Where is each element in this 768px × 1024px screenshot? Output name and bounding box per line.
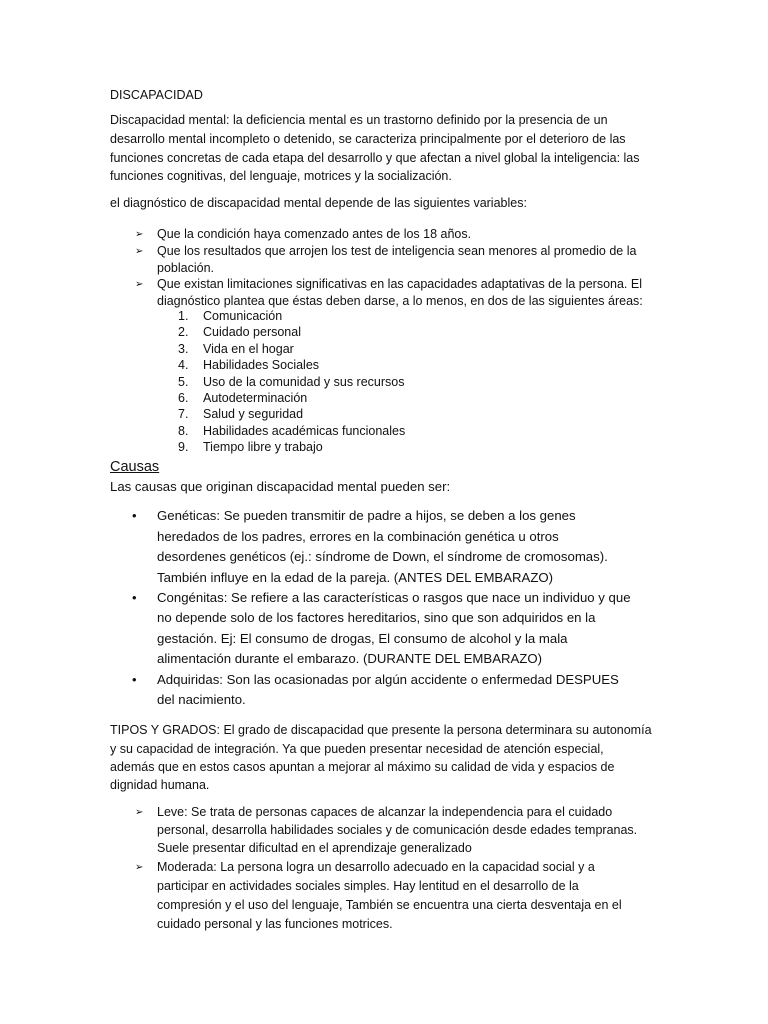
cause-item: Genéticas: Se pueden transmitir de padre a hijos, se deben a los genes (157, 508, 576, 523)
cause-item: Adquiridas: Son las ocasionadas por algún accidente o enfermedad DESPUES (157, 672, 619, 687)
area-number: 2. (178, 325, 189, 339)
area-item: Vida en el hogar (203, 342, 294, 356)
area-number: 8. (178, 424, 189, 438)
area-number: 7. (178, 407, 189, 421)
variable-item: Que los resultados que arrojen los test de inteligencia sean menores al promedio de la (157, 244, 637, 258)
cause-item: del nacimiento. (157, 692, 246, 707)
types-intro-line: dignidad humana. (110, 778, 210, 792)
cause-item: gestación. Ej: El consumo de drogas, El consumo de alcohol y la mala (157, 631, 568, 646)
area-number: 1. (178, 309, 189, 323)
variable-item: diagnóstico plantea que éstas deben darse, a lo menos, en dos de las siguientes áreas: (157, 294, 643, 308)
types-intro-line: TIPOS Y GRADOS: El grado de discapacidad que presente la persona determinara su autonomía (110, 723, 652, 737)
document-title: DISCAPACIDAD (110, 88, 203, 102)
area-item: Salud y seguridad (203, 407, 304, 421)
causes-intro: Las causas que originan discapacidad mental pueden ser: (110, 479, 451, 494)
variable-item: Que la condición haya comenzado antes de los 18 años. (157, 227, 472, 241)
grade-item: compresión y el uso del lenguaje, También se encuentra una cierta desventaja en el (157, 898, 622, 912)
cause-item: desordenes genéticos (ej.: síndrome de Down, el síndrome de cromosomas). (157, 549, 608, 564)
arrow-bullet-icon: ➢ (135, 862, 144, 873)
diagnosis-intro: el diagnóstico de discapacidad mental depende de las siguientes variables: (110, 196, 527, 210)
grade-item: Moderada: La persona logra un desarrollo adecuado en la capacidad social y a (157, 860, 595, 874)
area-item: Habilidades Sociales (203, 358, 320, 372)
area-number: 9. (178, 440, 189, 454)
types-intro-line: además que en estos casos apuntan a mejorar al máximo su calidad de vida y espacios de (110, 760, 615, 774)
grade-item: Suele presentar dificultad en el aprendizaje generalizado (157, 841, 472, 855)
area-item: Habilidades académicas funcionales (203, 424, 406, 438)
cause-item: También influye en la edad de la pareja. (ANTES DEL EMBARAZO) (157, 570, 554, 585)
intro-line: desarrollo mental incompleto o detenido, se caracteriza principalmente por el deterioro de las (110, 132, 626, 146)
cause-item: no depende solo de los factores hereditarios, sino que son adquiridos en la (157, 610, 596, 625)
area-item: Autodeterminación (203, 391, 308, 405)
area-number: 5. (178, 375, 189, 389)
grade-item: cuidado personal y las funciones motrices. (157, 917, 393, 931)
intro-line: funciones cognitivas, del lenguaje, motrices y la socialización. (110, 169, 452, 183)
area-item: Uso de la comunidad y sus recursos (203, 375, 405, 389)
arrow-bullet-icon: ➢ (135, 279, 144, 290)
cause-item: Congénitas: Se refiere a las características o rasgos que nace un individuo y que (157, 590, 631, 605)
area-number: 3. (178, 342, 189, 356)
variable-item: Que existan limitaciones significativas en las capacidades adaptativas de la persona. El (157, 277, 642, 291)
cause-item: alimentación durante el embarazo. (DURANTE DEL EMBARAZO) (157, 651, 543, 666)
grade-item: participar en actividades sociales simples. Hay lentitud en el desarrollo de la (157, 879, 579, 893)
cause-item: heredados de los padres, errores en la combinación genética u otros (157, 529, 559, 544)
area-item: Cuidado personal (203, 325, 301, 339)
causes-heading: Causas (110, 459, 160, 475)
intro-line: Discapacidad mental: la deficiencia mental es un trastorno definido por la presencia de un (110, 113, 608, 127)
bullet-icon: • (132, 672, 137, 687)
area-number: 4. (178, 358, 189, 372)
area-item: Comunicación (203, 309, 283, 323)
bullet-icon: • (132, 508, 137, 523)
grade-item: Leve: Se trata de personas capaces de alcanzar la independencia para el cuidado (157, 805, 613, 819)
bullet-icon: • (132, 590, 137, 605)
types-intro-line: y su capacidad de integración. Ya que pueden presentar necesidad de atención especial, (110, 742, 604, 756)
intro-line: funciones concretas de cada etapa del desarrollo y que afectan a nivel global la inteligencia: las (110, 151, 640, 165)
arrow-bullet-icon: ➢ (135, 229, 144, 240)
arrow-bullet-icon: ➢ (135, 246, 144, 257)
area-number: 6. (178, 391, 189, 405)
variable-item: población. (157, 261, 214, 275)
arrow-bullet-icon: ➢ (135, 807, 144, 818)
area-item: Tiempo libre y trabajo (203, 440, 323, 454)
grade-item: personal, desarrolla habilidades sociales y de comunicación desde edades tempranas. (157, 823, 638, 837)
